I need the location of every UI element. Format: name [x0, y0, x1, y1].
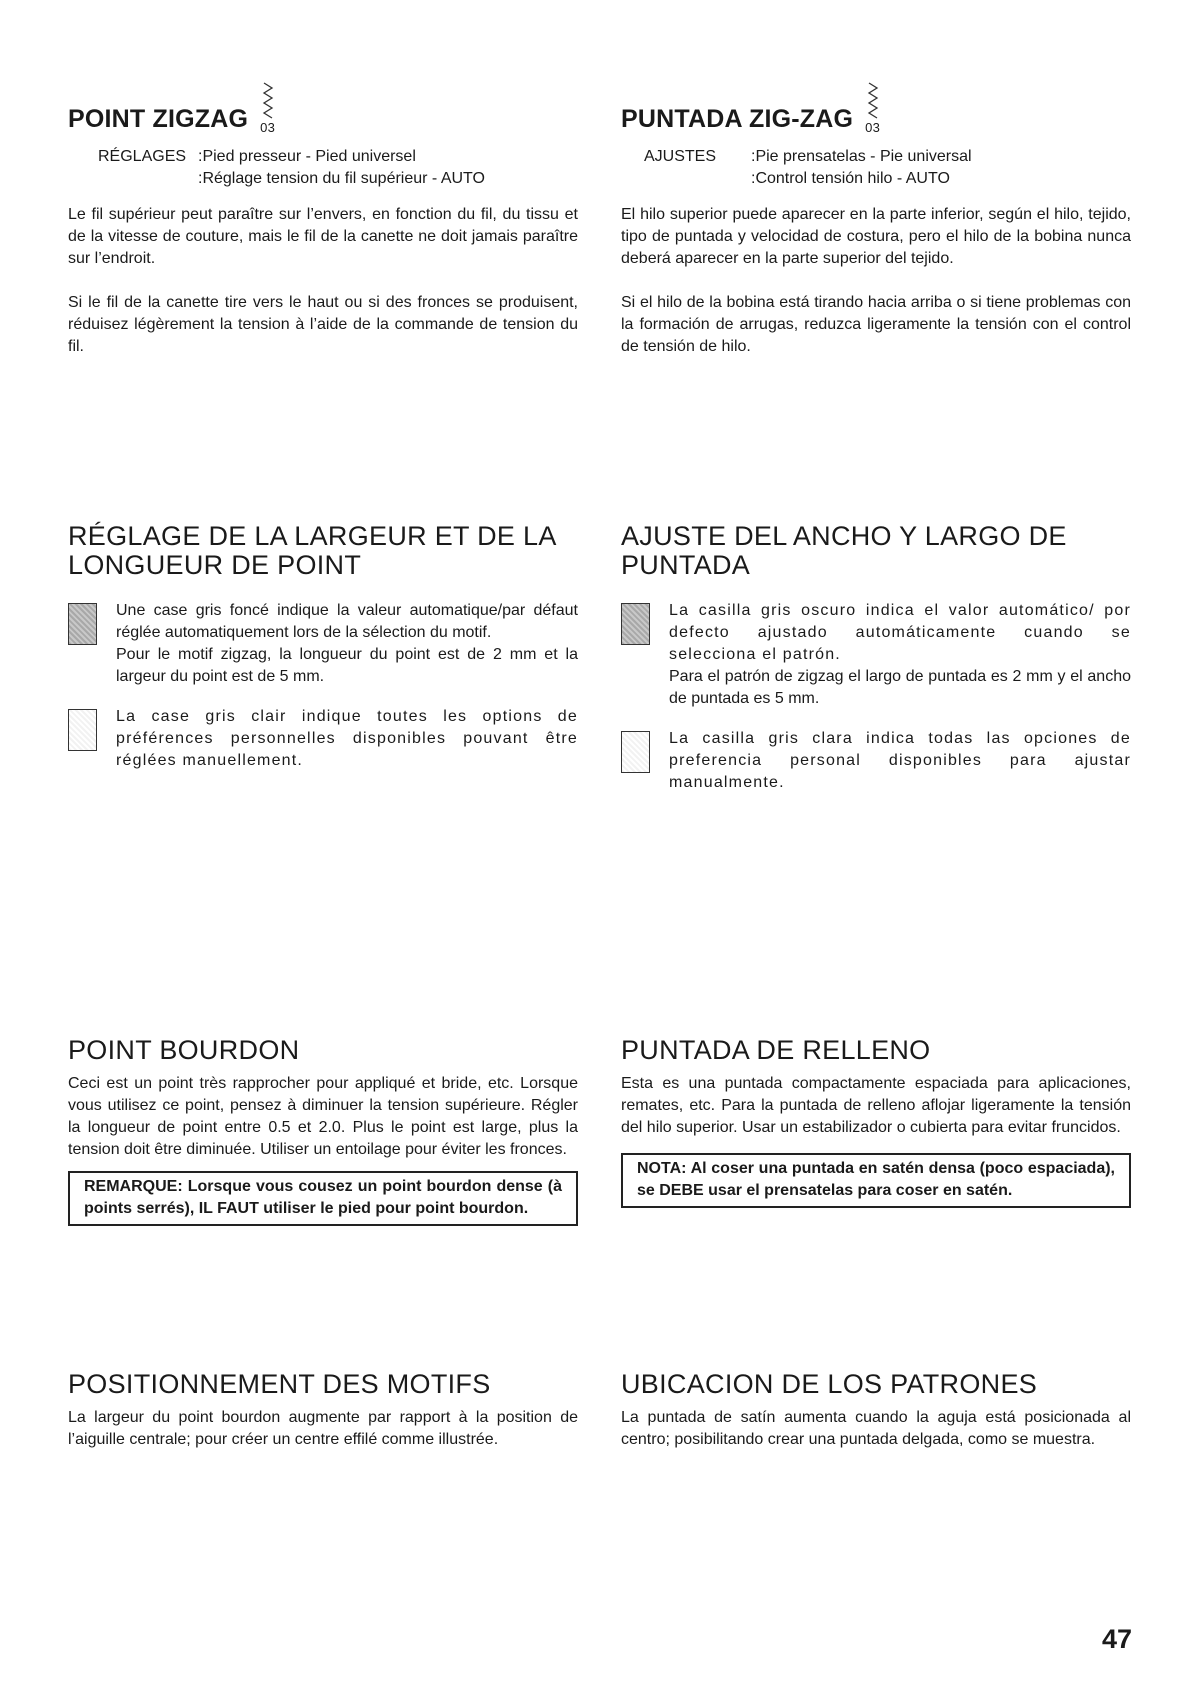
- section-title: [68, 522, 578, 580]
- positioning-section-es: [621, 1370, 1131, 1451]
- title-line2: LONGUEUR DE POINT: [68, 550, 362, 580]
- zigzag-section-fr: [68, 82, 578, 358]
- section-title: POSITIONNEMENT DES MOTIFS: [68, 1369, 491, 1399]
- legend-text: La casilla gris oscuro indica el valor automático/ por defecto ajustado automáticamente cuando se selecciona el patrón.: [669, 602, 1131, 663]
- settings-label: RÉGLAGES: [98, 148, 187, 165]
- legend-text: La casilla gris clara indica todas las opciones de preferencia personal disponibles para ajustar manualmente.: [669, 730, 1131, 791]
- settings-line2: :Réglage tension du fil supérieur - AUTO: [198, 170, 485, 187]
- legend-text: Une case gris foncé indique la valeur automatique/par défaut réglée automatiquement lors de la sélection du motif.: [116, 602, 578, 641]
- satin-section-fr: [68, 1036, 578, 1226]
- paragraph: La puntada de satín aumenta cuando la aguja está posicionada al centro; posibilitando crear una puntada delgada, como se muestra.: [621, 1409, 1131, 1448]
- page-number: 47: [1101, 1624, 1132, 1654]
- dark-box-legend: [68, 600, 578, 688]
- section-title: [68, 82, 578, 134]
- light-gray-box-icon: [68, 709, 97, 751]
- width-length-section-fr: [68, 522, 578, 772]
- dark-box-legend: [621, 600, 1131, 710]
- zigzag-stitch-icon: [865, 82, 880, 134]
- width-length-section-es: [621, 522, 1131, 794]
- light-box-legend: [68, 706, 578, 772]
- section-title: POINT BOURDON: [68, 1035, 300, 1065]
- paragraph: La largeur du point bourdon augmente par rapport à la position de l’aiguille centrale; pour créer un centre effilé comme illustrée.: [68, 1409, 578, 1448]
- settings-line1: :Pied presseur - Pied universel: [198, 148, 416, 165]
- title-line2: PUNTADA: [621, 550, 751, 580]
- zigzag-title-fr: POINT ZIGZAG: [68, 105, 249, 133]
- settings-block: [621, 146, 1131, 190]
- paragraph: Si le fil de la canette tire vers le haut ou si des fronces se produisent, réduisez légèrement la tension à l’aide de la commande de tension du fil.: [68, 294, 578, 355]
- stitch-number: 03: [865, 120, 881, 135]
- note-box: REMARQUE: Lorsque vous cousez un point bourdon dense (à points serrés), IL FAUT utiliser le pied pour point bourdon.: [68, 1171, 578, 1226]
- title-line1: RÉGLAGE DE LA LARGEUR ET DE LA: [68, 521, 557, 551]
- dark-gray-box-icon: [68, 603, 97, 645]
- light-gray-box-icon: [621, 731, 650, 773]
- light-box-legend: [621, 728, 1131, 794]
- note-box: NOTA: Al coser una puntada en satén densa (poco espaciada), se DEBE usar el prensatelas para coser en satén.: [621, 1153, 1131, 1208]
- paragraph: Esta es una puntada compactamente espaciada para aplicaciones, remates, etc. Para la puntada de relleno aflojar ligeramente la tensión del hilo superior. Usar un estabilizador o cubierta para evitar fruncidos.: [621, 1075, 1131, 1136]
- dark-gray-box-icon: [621, 603, 650, 645]
- legend-text: La case gris clair indique toutes les options de préférences personnelles disponibles pouvant être réglées manuellement.: [116, 708, 578, 769]
- zigzag-stitch-icon: [260, 82, 275, 134]
- settings-line1: :Pie prensatelas - Pie universal: [751, 148, 972, 165]
- settings-block: [68, 146, 578, 190]
- section-title: [621, 522, 1131, 580]
- paragraph: El hilo superior puede aparecer en la parte inferior, según el hilo, tejido, tipo de puntada y velocidad de costura, pero el hilo de la bobina nunca deberá aparecer en la parte superior del tejido.: [621, 206, 1131, 267]
- satin-section-es: [621, 1036, 1131, 1208]
- settings-line2: :Control tensión hilo - AUTO: [751, 170, 950, 187]
- zigzag-title-es: PUNTADA ZIG-ZAG: [621, 105, 854, 133]
- stitch-number: 03: [260, 120, 276, 135]
- positioning-section-fr: [68, 1370, 578, 1451]
- title-line1: AJUSTE DEL ANCHO Y LARGO DE: [621, 521, 1067, 551]
- paragraph: Ceci est un point très rapprocher pour appliqué et bride, etc. Lorsque vous utilisez ce point, pensez à diminuer la tension supérieure. Régler la longueur de point entre 0.5 et 2.0. Plus le point est large, plus la tension doit être diminuée. Utiliser un entoilage pour éviter les fronces.: [68, 1075, 578, 1158]
- section-title: [621, 82, 1131, 134]
- legend-text: Pour le motif zigzag, la longueur du point est de 2 mm et la largeur du point est de 5 mm.: [116, 646, 578, 685]
- paragraph: Le fil supérieur peut paraître sur l’envers, en fonction du fil, du tissu et de la vitesse de couture, mais le fil de la canette ne doit jamais paraître sur l’endroit.: [68, 206, 578, 267]
- section-title: PUNTADA DE RELLENO: [621, 1035, 931, 1065]
- legend-text: Para el patrón de zigzag el largo de puntada es 2 mm y el ancho de puntada es 5 mm.: [669, 668, 1131, 707]
- paragraph: Si el hilo de la bobina está tirando hacia arriba o si tiene problemas con la formación de arrugas, reduzca ligeramente la tensión con el control de tensión de hilo.: [621, 294, 1131, 355]
- settings-label: AJUSTES: [644, 148, 717, 165]
- section-title: UBICACION DE LOS PATRONES: [621, 1369, 1038, 1399]
- zigzag-section-es: [621, 82, 1131, 358]
